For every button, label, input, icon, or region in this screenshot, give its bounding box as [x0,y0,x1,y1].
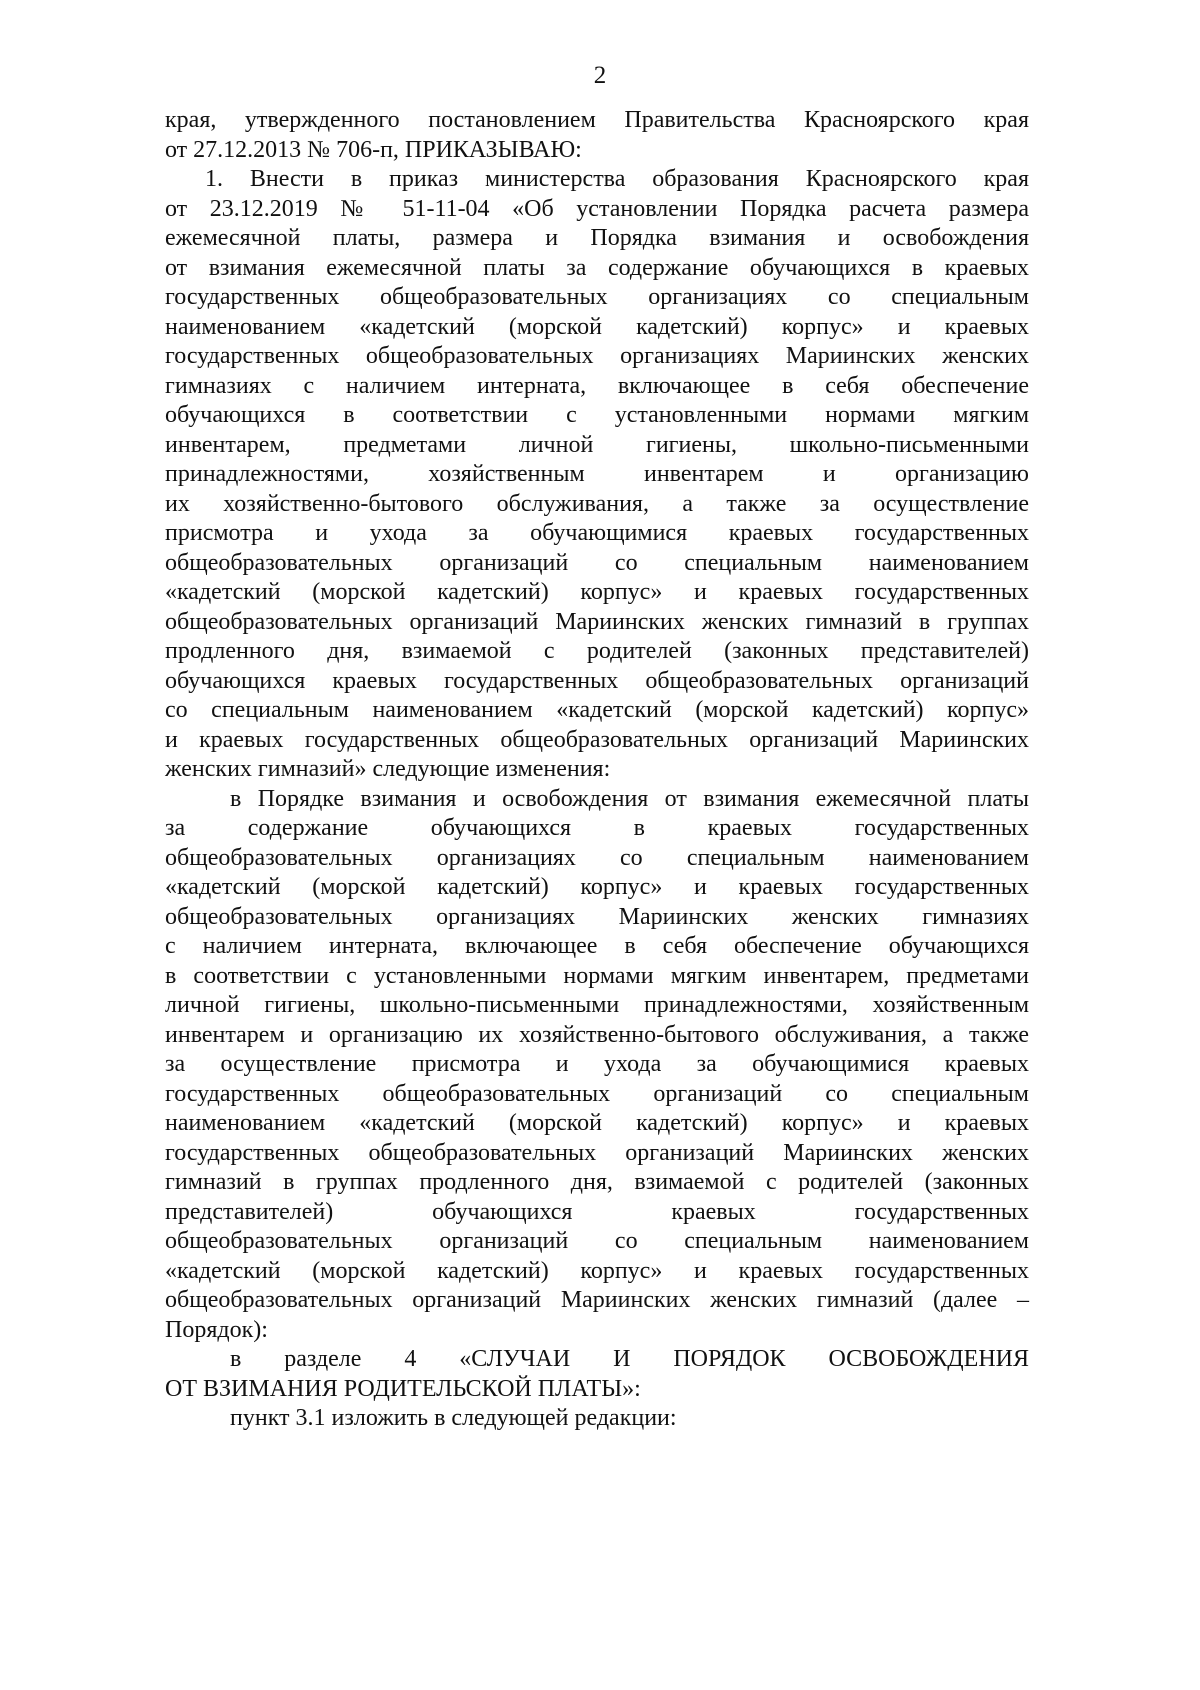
text-line: женских гимназий» следующие изменения: [165,756,611,782]
text-line: в соответствии с установленными нормами мягким инвентарем, предметами [165,962,1029,989]
text-line: общеобразовательных организациях Мариинских женских гимназиях [165,903,1029,930]
text-line: от 27.12.2013 № 706-п, ПРИКАЗЫВАЮ: [165,136,582,163]
text-line: общеобразовательных организаций Мариинских женских гимназий (далее – [165,1287,1029,1313]
paragraph [165,106,1029,165]
text-line: инвентарем и организацию их хозяйственно-бытового обслуживания, а также [165,1021,1029,1048]
text-line: в Порядке взимания и освобождения от взимания ежемесячной платы [230,785,1029,812]
text-line: «кадетский (морской кадетский) корпус» и краевых государственных [165,579,1029,605]
text-line: общеобразовательных организаций со специальным наименованием [165,549,1029,576]
text-line: края, утвержденного постановлением Правительства Красноярского края [165,107,1029,133]
paragraph [165,165,1029,785]
text-line: наименованием «кадетский (морской кадетский) корпус» и краевых [165,1110,1029,1136]
text-line: их хозяйственно-бытового обслуживания, а также за осуществление [165,490,1029,517]
text-line: ОТ ВЗИМАНИЯ РОДИТЕЛЬСКОЙ ПЛАТЫ»: [165,1375,641,1402]
text-line: государственных общеобразовательных организаций Мариинских женских [165,1139,1029,1166]
paragraph [165,1404,1029,1434]
text-line: гимназий в группах продленного дня, взимаемой с родителей (законных [165,1169,1029,1195]
text-line: «кадетский (морской кадетский) корпус» и краевых государственных [165,874,1029,900]
text-line: ежемесячной платы, размера и Порядка взимания и освобождения [165,225,1029,251]
paragraph [165,1345,1029,1404]
text-line: общеобразовательных организаций со специальным наименованием [165,1228,1029,1254]
text-line: пункт 3.1 изложить в следующей редакции: [230,1405,677,1431]
text-line: государственных общеобразовательных организациях Мариинских женских [165,343,1029,369]
page-number: 2 [593,62,607,89]
text-line: инвентарем, предметами личной гигиены, школьно-письменными [165,431,1029,458]
text-line: гимназиях с наличием интерната, включающее в себя обеспечение [165,372,1029,399]
text-line: «кадетский (морской кадетский) корпус» и краевых государственных [165,1257,1029,1284]
text-line: общеобразовательных организаций Мариинских женских гимназий в группах [165,608,1029,635]
text-line: со специальным наименованием «кадетский (морской кадетский) корпус» [165,697,1029,723]
text-line: и краевых государственных общеобразовательных организаций Мариинских [165,726,1029,753]
text-line: государственных общеобразовательных организациях со специальным [165,284,1029,310]
document-body [165,106,1029,1434]
text-line: в разделе 4 «СЛУЧАИ И ПОРЯДОК ОСВОБОЖДЕНИЯ [230,1346,1029,1372]
text-line: общеобразовательных организациях со специальным наименованием [165,844,1029,871]
text-line: государственных общеобразовательных организаций со специальным [165,1080,1029,1107]
text-line: Порядок): [165,1316,268,1343]
text-line: с наличием интерната, включающее в себя обеспечение обучающихся [165,933,1029,959]
text-line: представителей) обучающихся краевых государственных [165,1198,1029,1225]
text-line: обучающихся в соответствии с установленными нормами мягким [165,402,1029,428]
paragraph [165,785,1029,1346]
text-line: продленного дня, взимаемой с родителей (законных представителей) [165,638,1029,664]
text-line: присмотра и ухода за обучающимися краевых государственных [165,520,1029,546]
text-line: за содержание обучающихся в краевых государственных [165,815,1029,841]
text-line: 1. Внести в приказ министерства образования Красноярского края [205,166,1029,192]
text-line: за осуществление присмотра и ухода за обучающимися краевых [165,1051,1029,1077]
text-line: от 23.12.2019 № 51-11-04 «Об установлении Порядка расчета размера [165,195,1029,222]
text-line: обучающихся краевых государственных общеобразовательных организаций [165,667,1029,694]
text-line: личной гигиены, школьно-письменными принадлежностями, хозяйственным [165,992,1029,1018]
text-line: от взимания ежемесячной платы за содержание обучающихся в краевых [165,254,1029,281]
text-line: наименованием «кадетский (морской кадетский) корпус» и краевых [165,313,1029,340]
text-line: принадлежностями, хозяйственным инвентарем и организацию [165,461,1029,487]
